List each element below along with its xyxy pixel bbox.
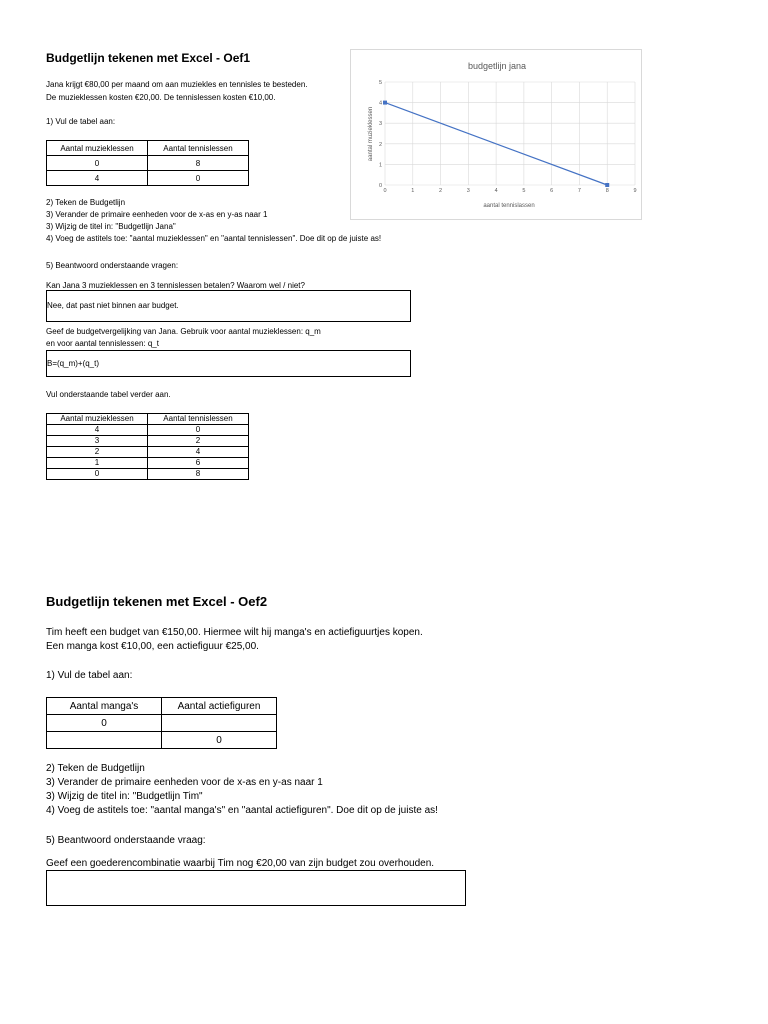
oef1-instruction-3a: 3) Verander de primaire eenheden voor de x-as en y-as naar 1 xyxy=(46,210,268,219)
oef2-title: Budgetlijn tekenen met Excel - Oef2 xyxy=(46,594,268,609)
oef1-table1 xyxy=(46,140,249,186)
oef2-question1: 1) Vul de tabel aan: xyxy=(46,670,133,681)
chart-y-tick-label: 5 xyxy=(378,80,382,86)
oef2-answer-box[interactable] xyxy=(46,870,466,906)
chart-x-tick-label: 1 xyxy=(411,188,415,194)
chart-x-axis-label: aantal tennislassen xyxy=(483,203,535,209)
chart-x-tick-label: 9 xyxy=(633,188,637,194)
table-cell[interactable]: 0 xyxy=(148,425,249,436)
table-cell[interactable]: 3 xyxy=(47,436,148,447)
table-cell[interactable]: 8 xyxy=(148,469,249,480)
oef2-instruction-3a: 3) Verander de primaire eenheden voor de x-as en y-as naar 1 xyxy=(46,777,323,788)
chart-y-tick-label: 2 xyxy=(378,141,382,148)
oef1-answer-a: Nee, dat past niet binnen aar budget. xyxy=(47,301,179,310)
oef1-table2 xyxy=(46,413,249,480)
oef1-instruction-2: 2) Teken de Budgetlijn xyxy=(46,198,126,207)
table-cell[interactable]: 0 xyxy=(162,732,277,749)
oef2-instruction-3b: 3) Wijzig de titel in: "Budgetlijn Tim" xyxy=(46,791,203,802)
table-row xyxy=(47,447,249,458)
table-cell[interactable]: 6 xyxy=(148,458,249,469)
oef1-answer-b: B=(q_m)+(q_t) xyxy=(47,359,100,368)
table-row xyxy=(47,732,277,749)
chart-x-tick-label: 6 xyxy=(550,188,554,194)
chart-x-tick-label: 7 xyxy=(577,188,581,194)
oef1-intro-line1: Jana krijgt €80,00 per maand om aan muziekles en tennisles te besteden. xyxy=(46,80,308,89)
budget-chart-svg xyxy=(351,50,641,219)
oef2-intro-line1: Tim heeft een budget van €150,00. Hiermee wilt hij manga's en actiefiguurtjes kopen. xyxy=(46,627,423,638)
budget-chart[interactable] xyxy=(350,49,642,220)
table-cell[interactable]: 0 xyxy=(47,715,162,732)
oef1-title: Budgetlijn tekenen met Excel - Oef1 xyxy=(46,51,251,65)
oef1-question-b-line2: en voor aantal tennislessen: q_t xyxy=(46,339,159,348)
chart-x-tick-label: 4 xyxy=(494,188,498,194)
oef1-intro-line2: De muzieklessen kosten €20,00. De tennislessen kosten €10,00. xyxy=(46,93,276,102)
table-header-cell: Aantal tennislessen xyxy=(148,414,249,425)
table-cell[interactable]: 0 xyxy=(148,171,249,186)
table-cell[interactable]: 4 xyxy=(47,425,148,436)
table-header-cell: Aantal tennislessen xyxy=(148,141,249,156)
chart-x-tick-label: 2 xyxy=(439,188,443,194)
table-header-row xyxy=(47,698,277,715)
oef2-table xyxy=(46,697,277,749)
oef1-question1: 1) Vul de tabel aan: xyxy=(46,117,116,126)
chart-data-point xyxy=(383,101,387,105)
oef1-instruction-4: 4) Voeg de astitels toe: "aantal muzieklessen" en "aantal tennislessen". Doe dit op de juiste as! xyxy=(46,234,382,243)
chart-y-tick-label: 1 xyxy=(378,162,382,169)
oef2-instruction-4: 4) Voeg de astitels toe: "aantal manga's" en "aantal actiefiguren". Doe dit op de juiste as! xyxy=(46,805,438,816)
table-cell[interactable] xyxy=(47,732,162,749)
table-cell[interactable]: 1 xyxy=(47,458,148,469)
oef1-answer-a-box[interactable] xyxy=(46,290,411,322)
table-header-cell: Aantal muzieklessen xyxy=(47,414,148,425)
chart-x-tick-label: 8 xyxy=(605,188,609,194)
table-row xyxy=(47,436,249,447)
table-row xyxy=(47,156,249,171)
table-row xyxy=(47,715,277,732)
table-row xyxy=(47,458,249,469)
table-row xyxy=(47,425,249,436)
table-row xyxy=(47,171,249,186)
oef1-instruction-3b: 3) Wijzig de titel in: "Budgetlijn Jana" xyxy=(46,222,176,231)
table-cell[interactable]: 8 xyxy=(148,156,249,171)
chart-data-point xyxy=(605,183,609,187)
oef1-question5: 5) Beantwoord onderstaande vragen: xyxy=(46,261,179,270)
oef1-question-a: Kan Jana 3 muzieklessen en 3 tennislessen betalen? Waarom wel / niet? xyxy=(46,281,305,290)
table-cell[interactable]: 4 xyxy=(148,447,249,458)
table-row xyxy=(47,469,249,480)
oef2-instruction-2: 2) Teken de Budgetlijn xyxy=(46,763,145,774)
table-header-row xyxy=(47,141,249,156)
oef2-question5: 5) Beantwoord onderstaande vraag: xyxy=(46,835,206,846)
table-header-cell: Aantal actiefiguren xyxy=(162,698,277,715)
chart-y-axis-label: aantal muzieklessen xyxy=(368,106,374,162)
table-cell[interactable] xyxy=(162,715,277,732)
chart-x-tick-label: 5 xyxy=(522,188,526,194)
oef1-question-b-line1: Geef de budgetvergelijking van Jana. Gebruik voor aantal muzieklessen: q_m xyxy=(46,327,321,336)
table-header-cell: Aantal manga's xyxy=(47,698,162,715)
table-cell[interactable]: 2 xyxy=(47,447,148,458)
table-cell[interactable]: 0 xyxy=(47,469,148,480)
table-cell[interactable]: 4 xyxy=(47,171,148,186)
chart-y-tick-label: 3 xyxy=(378,121,382,128)
chart-x-tick-label: 3 xyxy=(466,188,470,194)
oef1-answer-b-box[interactable] xyxy=(46,350,411,377)
chart-y-tick-label: 0 xyxy=(378,183,382,189)
oef2-intro-line2: Een manga kost €10,00, een actiefiguur €25,00. xyxy=(46,641,259,652)
oef2-question: Geef een goederencombinatie waarbij Tim nog €20,00 van zijn budget zou overhouden. xyxy=(46,858,435,869)
chart-y-tick-label: 4 xyxy=(378,100,382,107)
oef1-fill-table-label: Vul onderstaande tabel verder aan. xyxy=(46,390,171,399)
table-cell[interactable]: 0 xyxy=(47,156,148,171)
chart-x-tick-label: 0 xyxy=(383,188,387,194)
chart-title: budgetlijn jana xyxy=(467,61,527,71)
table-cell[interactable]: 2 xyxy=(148,436,249,447)
table-header-cell: Aantal muzieklessen xyxy=(47,141,148,156)
table-header-row xyxy=(47,414,249,425)
